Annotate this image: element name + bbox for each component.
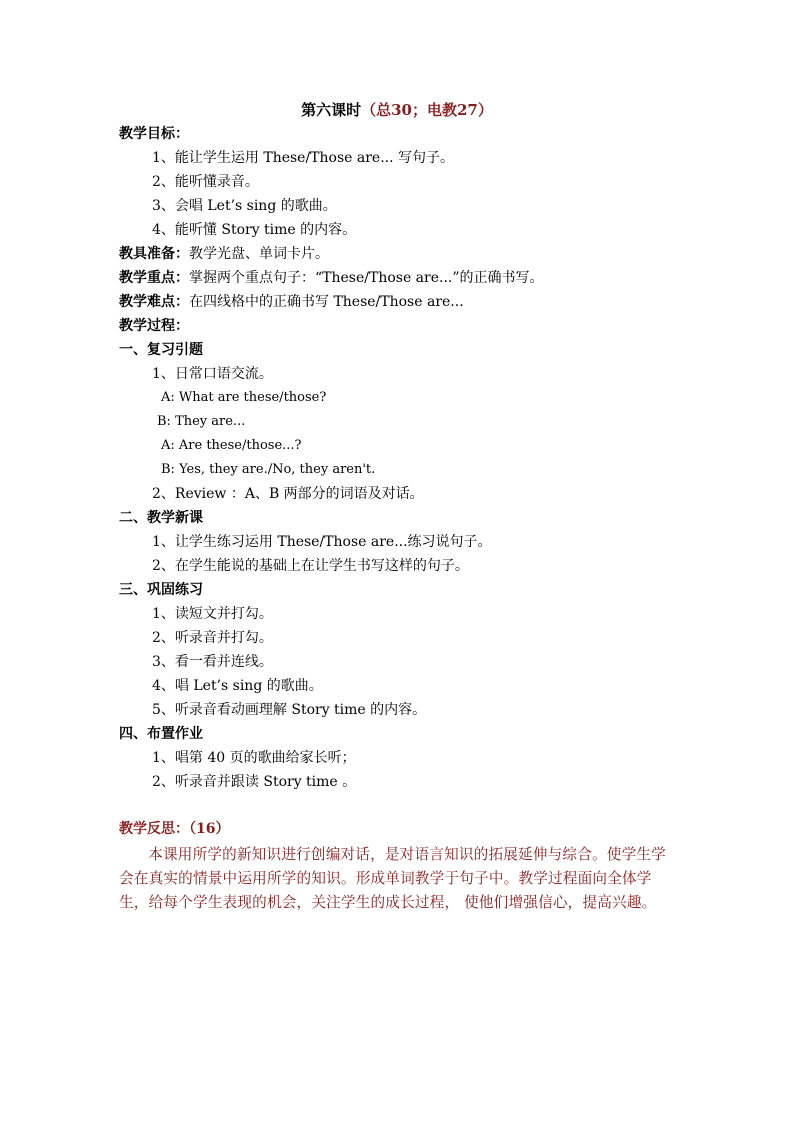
reflection-text: 本课用所学的新知识进行创编对话，是对语言知识的拓展延伸与综合。使学生学会在真实的情景中运用所学的知识。形成单词教学于句子中。教学过程面向全体学生，给每个学生表现的机会，关注学生的成长过程， 使他们增强信心，提高兴趣。 bbox=[119, 846, 666, 911]
section-heading: 三、巩固练习 bbox=[119, 582, 203, 598]
dialogue-line: A: Are these/those...? bbox=[161, 438, 302, 453]
dialogue-line: A: What are these/those? bbox=[161, 390, 327, 405]
section-item: 1、读短文并打勾。 bbox=[152, 606, 273, 622]
key-points-text: 掌握两个重点句子：“These/Those are...”的正确书写。 bbox=[189, 270, 544, 286]
section-item: 3、看一看并连线。 bbox=[152, 654, 273, 670]
section-heading: 一、复习引题 bbox=[119, 342, 203, 358]
tools-label: 教具准备： bbox=[119, 246, 189, 262]
objective-item: 1、能让学生运用 These/Those are... 写句子。 bbox=[152, 150, 455, 166]
section-item: 1、日常口语交流。 bbox=[152, 366, 273, 382]
section-item: 4、唱 Let’s sing 的歌曲。 bbox=[152, 678, 323, 694]
tools-line bbox=[119, 244, 329, 264]
lesson-title bbox=[0, 100, 794, 120]
section-item: 1、唱第 40 页的歌曲给家长听； bbox=[152, 750, 356, 766]
objective-item: 3、会唱 Let’s sing 的歌曲。 bbox=[152, 198, 337, 214]
objectives-heading: 教学目标： bbox=[119, 126, 189, 142]
dialogue-line: B: They are... bbox=[157, 414, 246, 429]
section-heading: 二、教学新课 bbox=[119, 510, 203, 526]
section-item: 1、让学生练习运用 These/Those are...练习说句子。 bbox=[152, 534, 492, 550]
lesson-title-count: （总30；电教27） bbox=[361, 101, 493, 119]
reflection-heading: 教学反思：（16） bbox=[119, 821, 230, 837]
section-item: 2、听录音并跟读 Story time 。 bbox=[152, 774, 357, 790]
difficulties-label: 教学难点： bbox=[119, 294, 189, 310]
objective-item: 2、能听懂录音。 bbox=[152, 174, 259, 190]
key-points-line bbox=[119, 268, 544, 288]
difficulties-text: 在四线格中的正确书写 These/Those are... bbox=[189, 294, 464, 310]
difficulties-line bbox=[119, 292, 464, 312]
key-points-label: 教学重点： bbox=[119, 270, 189, 286]
section-heading: 四、布置作业 bbox=[119, 726, 203, 742]
section-item: 2、在学生能说的基础上在让学生书写这样的句子。 bbox=[152, 558, 469, 574]
section-item: 2、听录音并打勾。 bbox=[152, 630, 273, 646]
tools-text: 教学光盘、单词卡片。 bbox=[189, 246, 329, 262]
objective-item: 4、能听懂 Story time 的内容。 bbox=[152, 222, 357, 238]
section-item: 5、听录音看动画理解 Story time 的内容。 bbox=[152, 702, 427, 718]
process-heading: 教学过程： bbox=[119, 318, 189, 334]
dialogue-line: B: Yes, they are./No, they aren't. bbox=[161, 462, 376, 477]
section-item: 2、Review ：A、B 两部分的词语及对话。 bbox=[152, 486, 424, 502]
lesson-title-main: 第六课时 bbox=[301, 101, 362, 119]
